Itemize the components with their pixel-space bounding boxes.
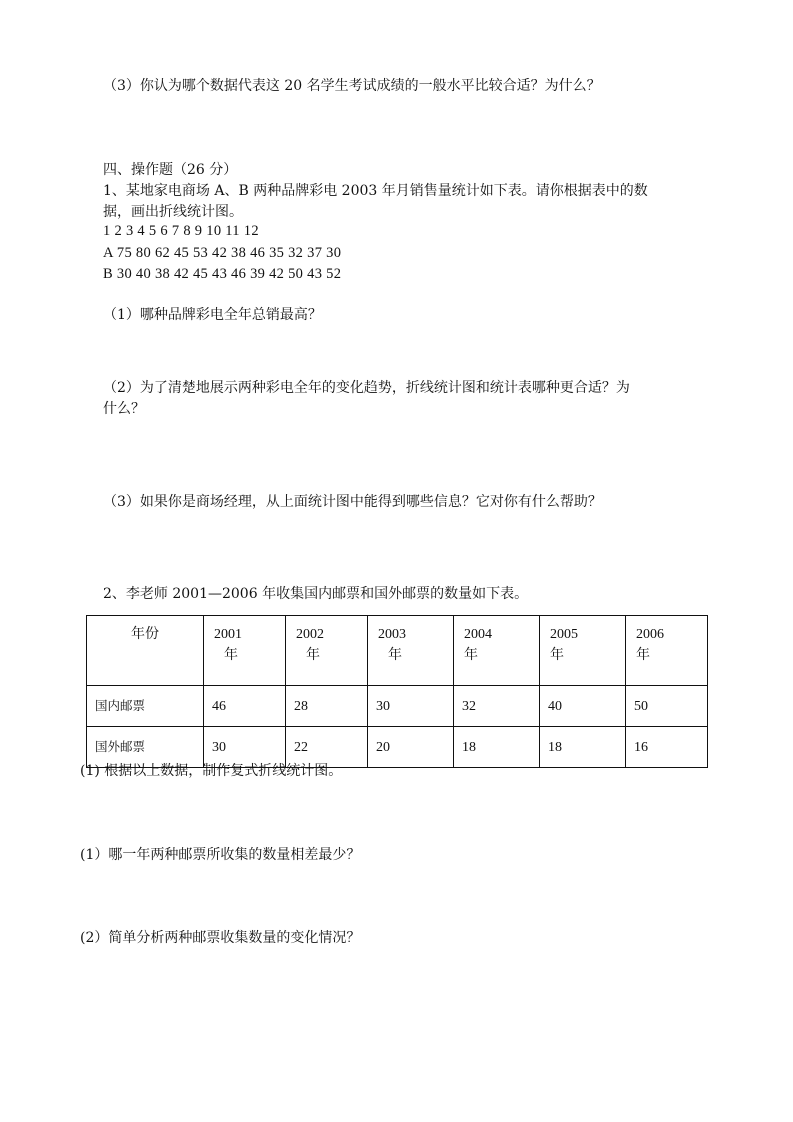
table-cell: 32 xyxy=(454,686,540,727)
year-number: 2004 xyxy=(464,627,492,642)
table-cell: 28 xyxy=(286,686,368,727)
row-label: 国内邮票 xyxy=(87,686,204,727)
months-row: 1 2 3 4 5 6 7 8 9 10 11 12 xyxy=(103,223,259,239)
section-title: 四、操作题（26 分） xyxy=(103,162,238,178)
year-unit: 年 xyxy=(306,648,320,663)
table-cell: 16 xyxy=(626,727,708,768)
table-cell: 50 xyxy=(626,686,708,727)
year-unit: 年 xyxy=(224,648,238,663)
year-cell xyxy=(286,616,368,686)
year-header-label: 年份 xyxy=(131,627,159,642)
year-number: 2003 xyxy=(378,627,406,642)
series-a-row: A 75 80 62 45 53 42 38 46 35 32 37 30 xyxy=(103,245,342,261)
problem1-question1: （1）哪种品牌彩电全年总销最高？ xyxy=(103,307,322,323)
table-row-domestic xyxy=(87,686,708,727)
stamp-collection-table xyxy=(86,615,708,768)
table-cell: 18 xyxy=(454,727,540,768)
problem1-question2-line2: 什么？ xyxy=(103,401,145,417)
year-unit: 年 xyxy=(550,648,564,663)
year-unit: 年 xyxy=(464,648,478,663)
question-3-previous-part: （3）你认为哪个数据代表这 20 名学生考试成绩的一般水平比较合适？为什么？ xyxy=(103,78,601,94)
year-cell xyxy=(454,616,540,686)
year-number: 2001 xyxy=(214,627,242,642)
problem1-question2-line1: （2）为了清楚地展示两种彩电全年的变化趋势，折线统计图和统计表哪种更合适？为 xyxy=(103,380,630,396)
table-header-row xyxy=(87,616,708,686)
problem1-intro-line2: 据，画出折线统计图。 xyxy=(103,204,243,220)
series-b-row: B 30 40 38 42 45 43 46 39 42 50 43 52 xyxy=(103,266,342,282)
table-cell: 46 xyxy=(204,686,286,727)
problem1-intro-line1: 1、某地家电商场 A、B 两种品牌彩电 2003 年月销售量统计如下表。请你根据表中的数 xyxy=(103,183,648,199)
row-label: 国外邮票 xyxy=(87,727,204,768)
table-cell: 20 xyxy=(368,727,454,768)
year-number: 2006 xyxy=(636,627,664,642)
table-cell: 22 xyxy=(286,727,368,768)
year-unit: 年 xyxy=(636,648,650,663)
year-cell xyxy=(626,616,708,686)
year-number: 2005 xyxy=(550,627,578,642)
problem1-question3: （3）如果你是商场经理，从上面统计图中能得到哪些信息？它对你有什么帮助？ xyxy=(103,494,602,510)
year-cell xyxy=(204,616,286,686)
year-header-cell xyxy=(87,616,204,686)
problem2-question1: (1）哪一年两种邮票所收集的数量相差最少？ xyxy=(80,847,361,863)
year-cell xyxy=(368,616,454,686)
table-cell: 40 xyxy=(540,686,626,727)
problem2-task: (1) 根据以上数据，制作复式折线统计图。 xyxy=(80,763,343,779)
year-cell xyxy=(540,616,626,686)
table-cell: 30 xyxy=(368,686,454,727)
table-cell: 18 xyxy=(540,727,626,768)
year-unit: 年 xyxy=(388,648,402,663)
problem2-question2: (2）简单分析两种邮票收集数量的变化情况？ xyxy=(80,930,361,946)
table-cell: 30 xyxy=(204,727,286,768)
year-number: 2002 xyxy=(296,627,324,642)
problem2-intro: 2、李老师 2001—2006 年收集国内邮票和国外邮票的数量如下表。 xyxy=(103,586,529,602)
